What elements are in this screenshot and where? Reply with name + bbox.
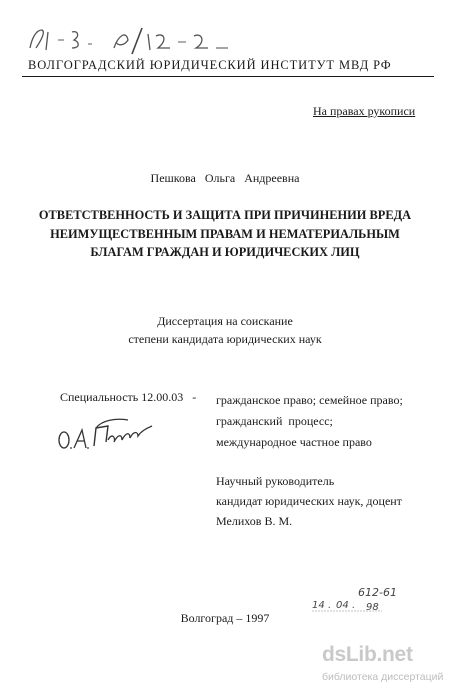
svg-text:.: . [352, 600, 355, 611]
author-name: Пешкова Ольга Андреевна [150, 171, 300, 185]
advisor-line: Мелихов В. М. [216, 514, 293, 528]
rights-note: На правах рукописи [313, 104, 416, 118]
speciality-item: международное частное право [216, 435, 372, 449]
author-signature [56, 410, 156, 455]
title-line: НЕИМУЩЕСТВЕННЫМ ПРАВАМ И НЕМАТЕРИАЛЬНЫМ [50, 226, 400, 241]
handwritten-call-number [22, 18, 262, 58]
dissertation-type [0, 312, 450, 348]
svg-text:04: 04 [336, 600, 349, 611]
svg-text:.: . [328, 600, 331, 611]
header-rule [22, 76, 434, 77]
institute-name: ВОЛГОГРАДСКИЙ ЮРИДИЧЕСКИЙ ИНСТИТУТ МВД РФ [28, 58, 392, 72]
title-line: ОТВЕТСТВЕННОСТЬ И ЗАЩИТА ПРИ ПРИЧИНЕНИИ ВРЕДА [38, 208, 412, 222]
svg-text:14: 14 [312, 600, 325, 611]
scientific-advisor [216, 471, 402, 531]
speciality-item: гражданское право; семейное право; [216, 393, 403, 407]
svg-text:612-61: 612-61 [358, 586, 397, 599]
speciality-list [216, 390, 403, 453]
dissertation-line: Диссертация на соискание [157, 314, 293, 328]
svg-text:98: 98 [366, 602, 379, 613]
speciality-label: Специальность 12.00.03 - [60, 390, 197, 404]
advisor-line: кандидат юридических наук, доцент [216, 494, 402, 508]
dslib-watermark [322, 643, 448, 688]
watermark-subtitle: библиотека диссертаций [322, 671, 444, 683]
place-and-year: Волгоград – 1997 [180, 611, 270, 625]
advisor-line: Научный руководитель [216, 474, 335, 488]
title-line: БЛАГАМ ГРАЖДАН И ЮРИДИЧЕСКИХ ЛИЦ [90, 245, 360, 259]
watermark-logo: dsLib.net [322, 643, 413, 666]
speciality-item: гражданский процесс; [216, 414, 333, 428]
dissertation-title [0, 206, 450, 262]
dissertation-line: степени кандидата юридических наук [128, 332, 322, 346]
